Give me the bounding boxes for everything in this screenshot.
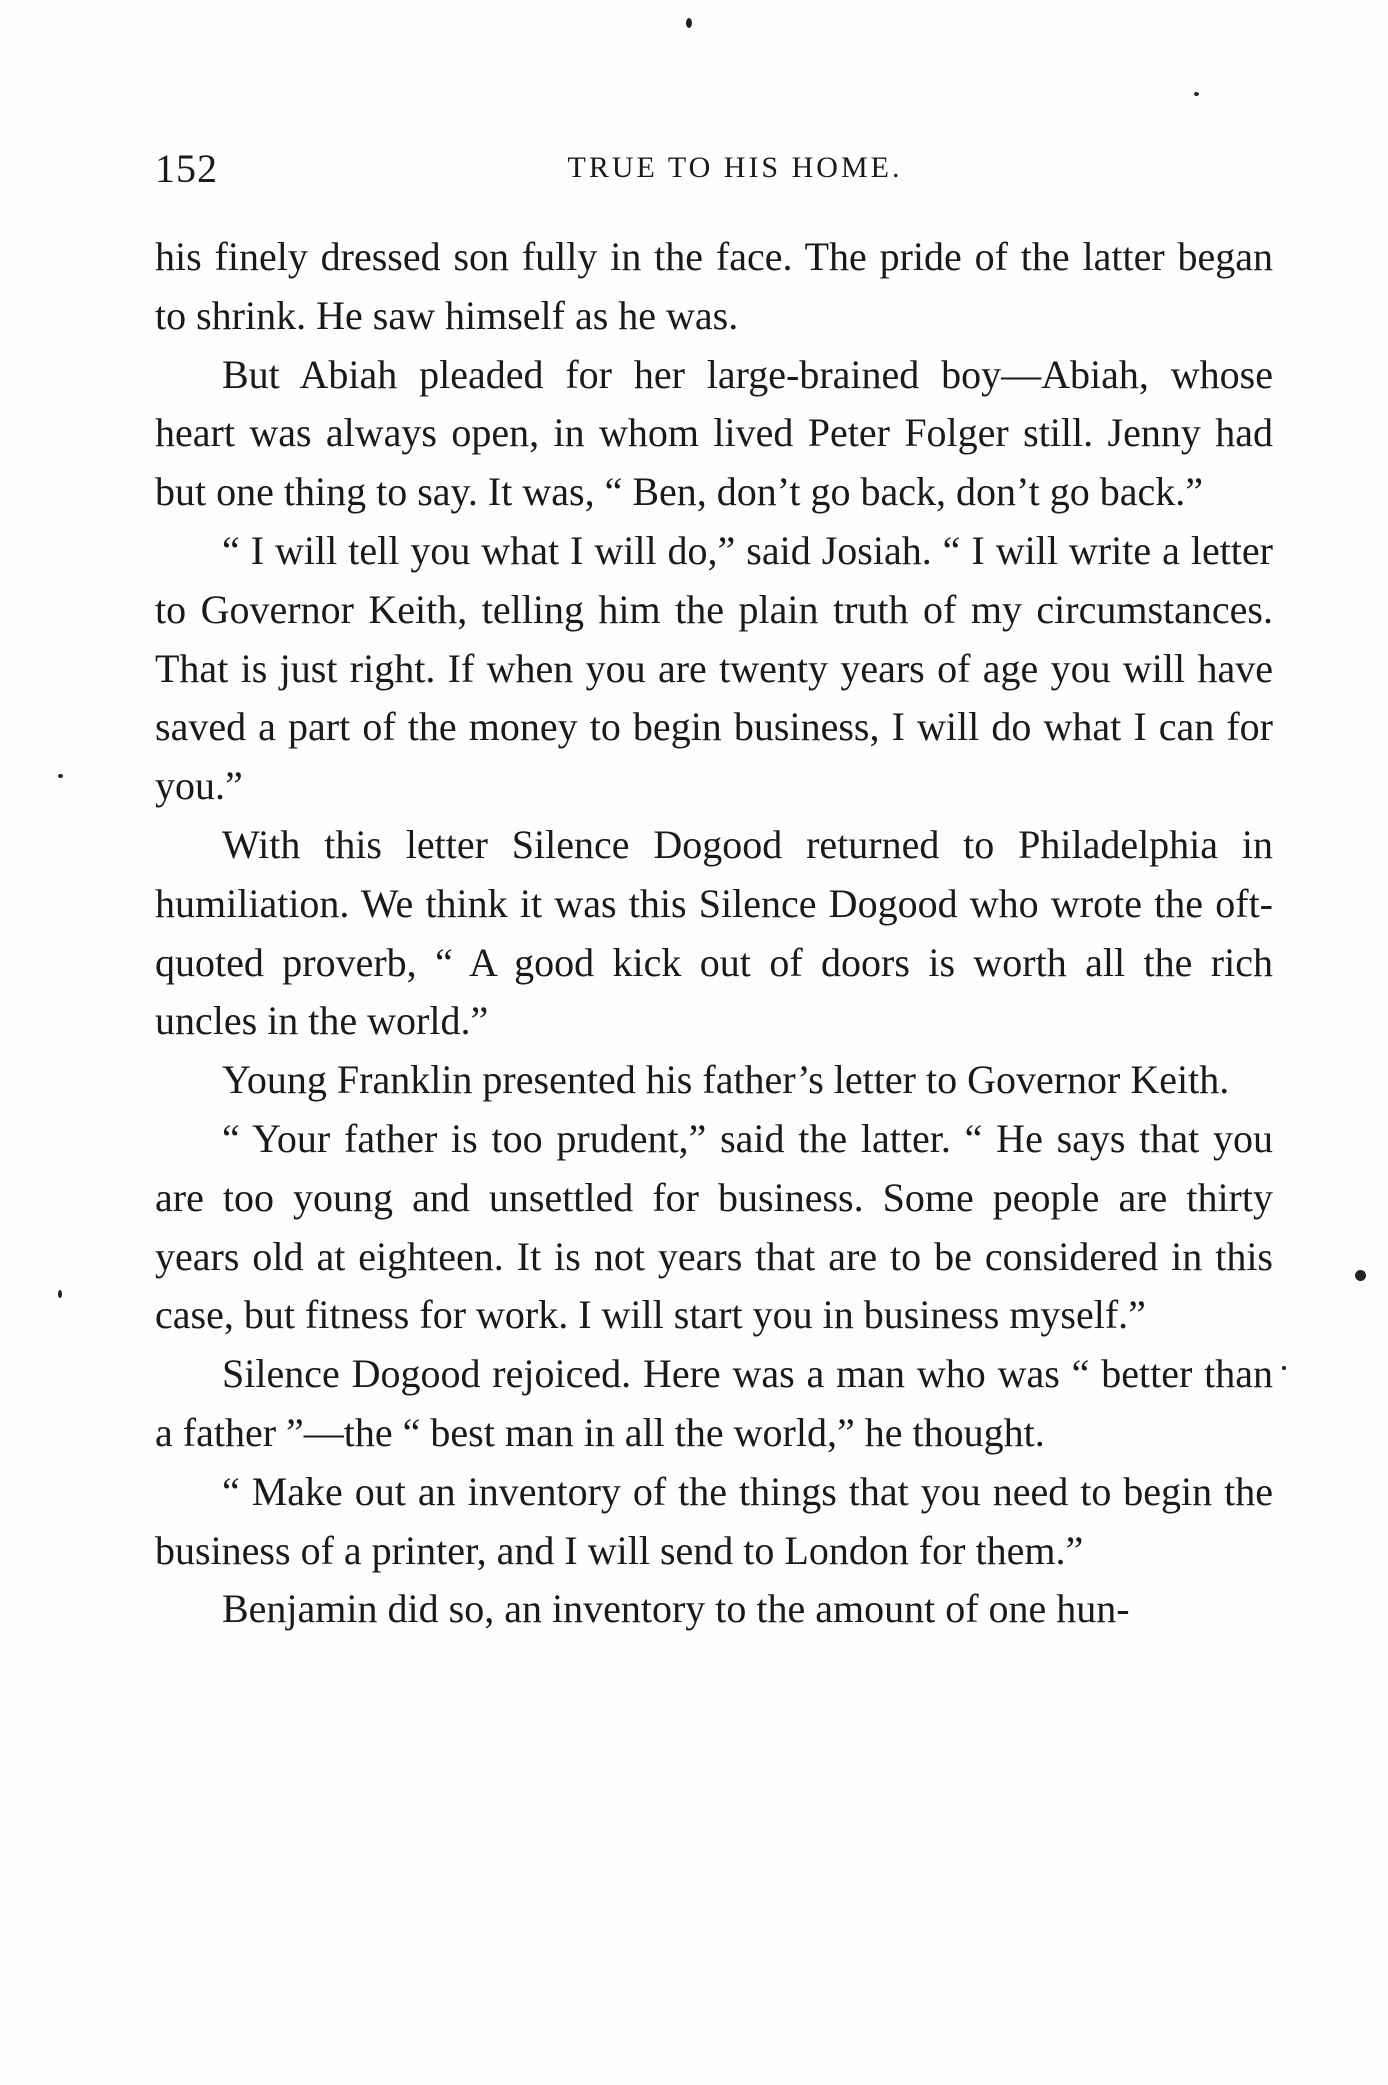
ink-speck	[58, 1290, 62, 1298]
page-header	[155, 145, 1275, 195]
body-text	[155, 228, 1273, 1639]
ink-speck	[1355, 1270, 1366, 1281]
paragraph: “ I will tell you what I will do,” said Josiah. “ I will write a letter to Governor Keith, telling him the plain truth of my circumstances. That is just right. If when you are twenty years of age you will have saved a part of the money to begin business, I will do what I can for you.”	[155, 527, 1273, 809]
ink-speck	[1194, 92, 1199, 96]
ink-speck	[58, 774, 63, 778]
paragraph: Silence Dogood rejoiced. Here was a man who was “ better than a father ”—the “ best man in all the world,” he thought.	[155, 1351, 1273, 1455]
paragraph: With this letter Silence Dogood returned to Philadelphia in humiliation. We think it was this Silence Dogood who wrote the oft-quoted proverb, “ A good kick out of doors is worth all the rich uncles in the world.”	[155, 821, 1273, 1044]
page-number: 152	[155, 146, 218, 191]
paragraph: “ Your father is too prudent,” said the latter. “ He says that you are too young and unsettled for business. Some people are thirty years old at eighteen. It is not years that are to be considered in this case, but fitness for work. I will start you in business myself.”	[155, 1115, 1273, 1338]
paragraph: “ Make out an inventory of the things that you need to begin the business of a printer, and I will send to London for them.”	[155, 1468, 1273, 1573]
paragraph: Benjamin did so, an inventory to the amount of one hun-	[222, 1586, 1130, 1632]
paragraph: Young Franklin presented his father’s letter to Governor Keith.	[222, 1057, 1230, 1103]
ink-speck	[686, 18, 692, 28]
paragraph: But Abiah pleaded for her large-brained boy—Abiah, whose heart was always open, in whom lived Peter Folger still. Jenny had but one thing to say. It was, “ Ben, don’t go back, don’t go back.”	[155, 351, 1273, 515]
running-title: TRUE TO HIS HOME.	[567, 151, 903, 184]
paragraph: his finely dressed son fully in the face. The pride of the latter began to shrink. He saw himself as he was.	[155, 234, 1273, 338]
ink-speck	[1282, 1366, 1286, 1370]
